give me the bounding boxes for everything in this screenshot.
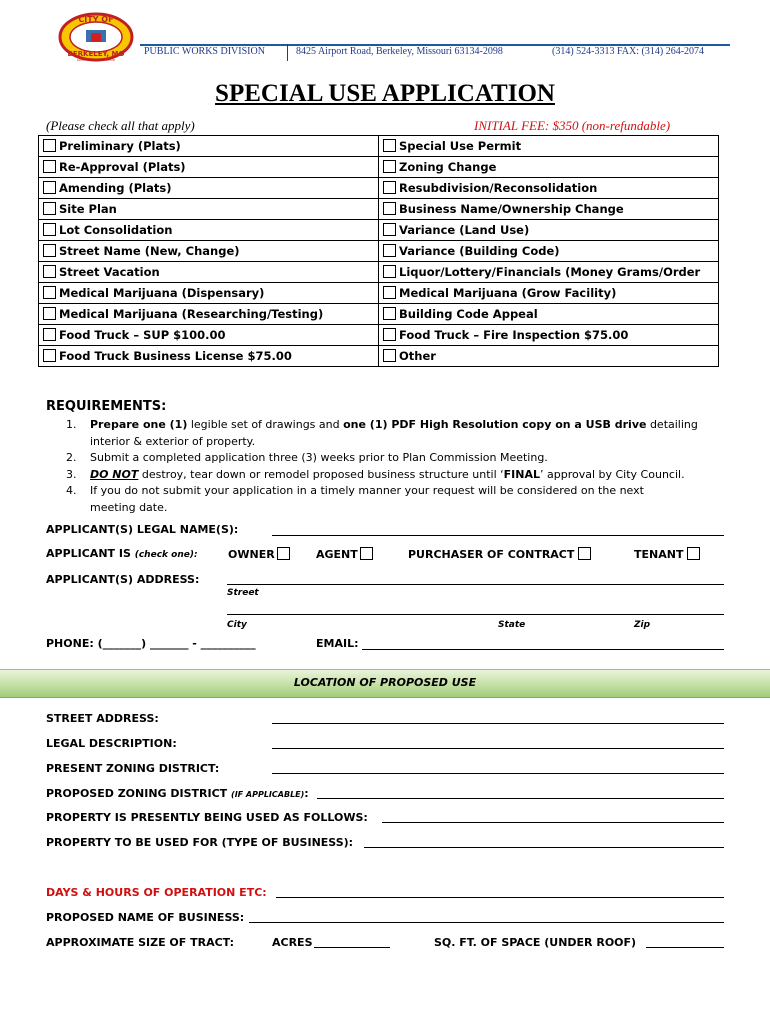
owner-checkbox[interactable] — [277, 547, 290, 560]
checkbox[interactable] — [383, 265, 396, 278]
presently-used-field[interactable] — [382, 822, 724, 823]
checkbox-label: Medical Marijuana (Dispensary) — [59, 286, 265, 300]
state-caption: State — [498, 620, 526, 630]
street-address-field[interactable] — [272, 723, 724, 724]
checkbox-row — [39, 178, 719, 199]
checkbox[interactable] — [43, 223, 56, 236]
checkbox[interactable] — [43, 307, 56, 320]
division-address: 8425 Airport Road, Berkeley, Missouri 63134-2098 — [296, 46, 503, 57]
city-caption: City — [227, 620, 247, 630]
checkbox-label: Street Vacation — [59, 265, 160, 279]
legal-names-field[interactable] — [272, 535, 724, 536]
legal-description-field[interactable] — [272, 748, 724, 749]
option-purchaser[interactable]: PURCHASER OF CONTRACT — [408, 547, 594, 561]
checkbox-label: Amending (Plats) — [59, 181, 172, 195]
to-be-used-field[interactable] — [364, 847, 724, 848]
checkbox-row — [39, 199, 719, 220]
checkbox-option-left[interactable] — [39, 346, 379, 367]
check-instruction: (Please check all that apply) — [46, 118, 195, 133]
requirement-2: 2. Submit a completed application three (3) weeks prior to Plan Commission Meeting. — [66, 451, 548, 464]
zip-caption: Zip — [634, 620, 651, 630]
option-agent[interactable]: AGENT — [316, 547, 376, 561]
to-be-used-label: PROPERTY TO BE USED FOR (TYPE OF BUSINESS): — [46, 836, 354, 849]
checkbox-label: Site Plan — [59, 202, 117, 216]
street-address-label: STREET ADDRESS: — [46, 712, 159, 725]
checkbox-label: Business Name/Ownership Change — [399, 202, 624, 216]
applicant-is-label: APPLICANT IS (check one): — [46, 547, 198, 560]
street-caption: Street — [227, 588, 259, 598]
checkbox-option-left[interactable] — [39, 136, 379, 157]
option-tenant[interactable]: TENANT — [634, 547, 703, 561]
business-name-label: PROPOSED NAME OF BUSINESS: — [46, 911, 245, 924]
days-hours-label: DAYS & HOURS OF OPERATION ETC: — [46, 886, 267, 899]
checkbox-label: Special Use Permit — [399, 139, 522, 153]
checkbox-label: Food Truck – SUP $100.00 — [59, 328, 226, 342]
checkbox-label: Food Truck – Fire Inspection $75.00 — [399, 328, 629, 342]
email-field[interactable] — [362, 649, 724, 650]
checkbox-row — [39, 346, 719, 367]
email-label: EMAIL: — [316, 637, 359, 650]
checkbox-option-right[interactable] — [379, 178, 719, 199]
legal-names-label: APPLICANT(S) LEGAL NAME(S): — [46, 523, 239, 536]
checkbox-option-left[interactable] — [39, 199, 379, 220]
checkbox[interactable] — [43, 349, 56, 362]
checkbox-label: Building Code Appeal — [399, 307, 538, 321]
checkbox-option-left[interactable] — [39, 262, 379, 283]
tenant-checkbox[interactable] — [687, 547, 700, 560]
checkbox-option-right[interactable] — [379, 304, 719, 325]
logo-bottom-text: BERKELEY, MO — [67, 50, 125, 58]
presently-used-label: PROPERTY IS PRESENTLY BEING USED AS FOLLOWS: — [46, 811, 368, 824]
logo-top-text: CITY OF — [78, 15, 114, 24]
checkbox[interactable] — [43, 181, 56, 194]
checkbox[interactable] — [383, 181, 396, 194]
checkbox[interactable] — [383, 160, 396, 173]
checkbox-option-left[interactable] — [39, 241, 379, 262]
checkbox[interactable] — [43, 265, 56, 278]
requirement-1: 1. Prepare one (1) legible set of drawings and one (1) PDF High Resolution copy on a USB drive detailing interior & exterior of property. — [66, 418, 698, 448]
checkbox-option-left[interactable] — [39, 178, 379, 199]
acres-label: ACRES — [272, 936, 313, 949]
days-hours-field[interactable] — [276, 897, 724, 898]
phone-field[interactable]: PHONE: (_______) _______ - __________ — [46, 637, 256, 650]
sqft-label: SQ. FT. OF SPACE (UNDER ROOF) — [434, 936, 637, 949]
checkbox-label: Lot Consolidation — [59, 223, 173, 237]
checkbox-label: Variance (Building Code) — [399, 244, 560, 258]
logo-ring-text: SAFE · FRIENDLY · PROUD — [76, 58, 116, 62]
checkbox[interactable] — [383, 349, 396, 362]
checkbox-label: Liquor/Lottery/Financials (Money Grams/Order — [399, 265, 701, 279]
checkbox-option-right[interactable] — [379, 220, 719, 241]
checkbox-option-left[interactable] — [39, 157, 379, 178]
acres-field[interactable] — [314, 947, 390, 948]
checkbox-label: Zoning Change — [399, 160, 497, 174]
checkbox-row — [39, 157, 719, 178]
agent-checkbox[interactable] — [360, 547, 373, 560]
checkbox-row — [39, 283, 719, 304]
checkbox-label: Street Name (New, Change) — [59, 244, 240, 258]
checkbox-label: Preliminary (Plats) — [59, 139, 181, 153]
checkbox-label: Food Truck Business License $75.00 — [59, 349, 292, 363]
requirements-list — [66, 417, 726, 516]
checkbox-row — [39, 136, 719, 157]
requirements-title: REQUIREMENTS: — [46, 399, 167, 414]
checkbox-row — [39, 304, 719, 325]
checkbox-option-left[interactable] — [39, 220, 379, 241]
checkbox-row — [39, 241, 719, 262]
checkbox-option-right[interactable] — [379, 262, 719, 283]
header-divider — [287, 44, 288, 61]
street-field[interactable] — [227, 584, 724, 585]
present-zoning-label: PRESENT ZONING DISTRICT: — [46, 762, 220, 775]
present-zoning-field[interactable] — [272, 773, 724, 774]
checkbox-option-left[interactable] — [39, 283, 379, 304]
requirement-3: 3. DO NOT destroy, tear down or remodel proposed business structure until ‘FINAL’ approval by City Council. — [66, 467, 685, 481]
checkbox-label: Variance (Land Use) — [399, 223, 530, 237]
checkbox[interactable] — [383, 286, 396, 299]
checkbox-option-left[interactable] — [39, 304, 379, 325]
initial-fee: INITIAL FEE: $350 (non-refundable) — [474, 118, 671, 133]
checkbox[interactable] — [383, 223, 396, 236]
proposed-zoning-field[interactable] — [317, 798, 724, 799]
checkbox-row — [39, 220, 719, 241]
proposed-zoning-label: PROPOSED ZONING DISTRICT (IF APPLICABLE): — [46, 787, 309, 800]
option-owner[interactable]: OWNER — [228, 547, 293, 561]
legal-description-label: LEGAL DESCRIPTION: — [46, 737, 177, 750]
checkbox-option-right[interactable] — [379, 136, 719, 157]
application-type-table — [38, 135, 719, 367]
checkbox-label: Re-Approval (Plats) — [59, 160, 186, 174]
checkbox[interactable] — [43, 244, 56, 257]
requirement-4: 4. If you do not submit your application in a timely manner your request will be considered on the next meeting date. — [66, 484, 644, 514]
checkbox-option-right[interactable] — [379, 157, 719, 178]
checkbox[interactable] — [383, 244, 396, 257]
checkbox[interactable] — [43, 328, 56, 341]
checkbox[interactable] — [43, 202, 56, 215]
checkbox-option-right[interactable] — [379, 199, 719, 220]
page-title: SPECIAL USE APPLICATION — [215, 80, 555, 107]
checkbox-option-right[interactable] — [379, 346, 719, 367]
checkbox-option-right[interactable] — [379, 283, 719, 304]
checkbox-row — [39, 262, 719, 283]
checkbox[interactable] — [383, 328, 396, 341]
division-name: PUBLIC WORKS DIVISION — [144, 46, 265, 57]
city-seal-logo — [58, 12, 134, 62]
division-phone-fax: (314) 524-3313 FAX: (314) 264-2074 — [552, 46, 705, 57]
checkbox-row — [39, 325, 719, 346]
checkbox-label: Medical Marijuana (Grow Facility) — [399, 286, 617, 300]
checkbox[interactable] — [43, 286, 56, 299]
checkbox-label: Resubdivision/Reconsolidation — [399, 181, 598, 195]
sqft-field[interactable] — [646, 947, 724, 948]
checkbox[interactable] — [383, 139, 396, 152]
address-label: APPLICANT(S) ADDRESS: — [46, 573, 200, 586]
checkbox[interactable] — [43, 160, 56, 173]
checkbox[interactable] — [383, 307, 396, 320]
checkbox-option-left[interactable] — [39, 325, 379, 346]
tract-size-label: APPROXIMATE SIZE OF TRACT: — [46, 936, 234, 949]
business-name-field[interactable] — [249, 922, 724, 923]
checkbox[interactable] — [43, 139, 56, 152]
checkbox-option-right[interactable] — [379, 325, 719, 346]
checkbox[interactable] — [383, 202, 396, 215]
city-state-zip-field[interactable] — [227, 614, 724, 615]
purchaser-checkbox[interactable] — [578, 547, 591, 560]
checkbox-label: Other — [399, 349, 436, 363]
checkbox-option-right[interactable] — [379, 241, 719, 262]
checkbox-label: Medical Marijuana (Researching/Testing) — [59, 307, 324, 321]
location-banner-title: LOCATION OF PROPOSED USE — [293, 676, 477, 689]
